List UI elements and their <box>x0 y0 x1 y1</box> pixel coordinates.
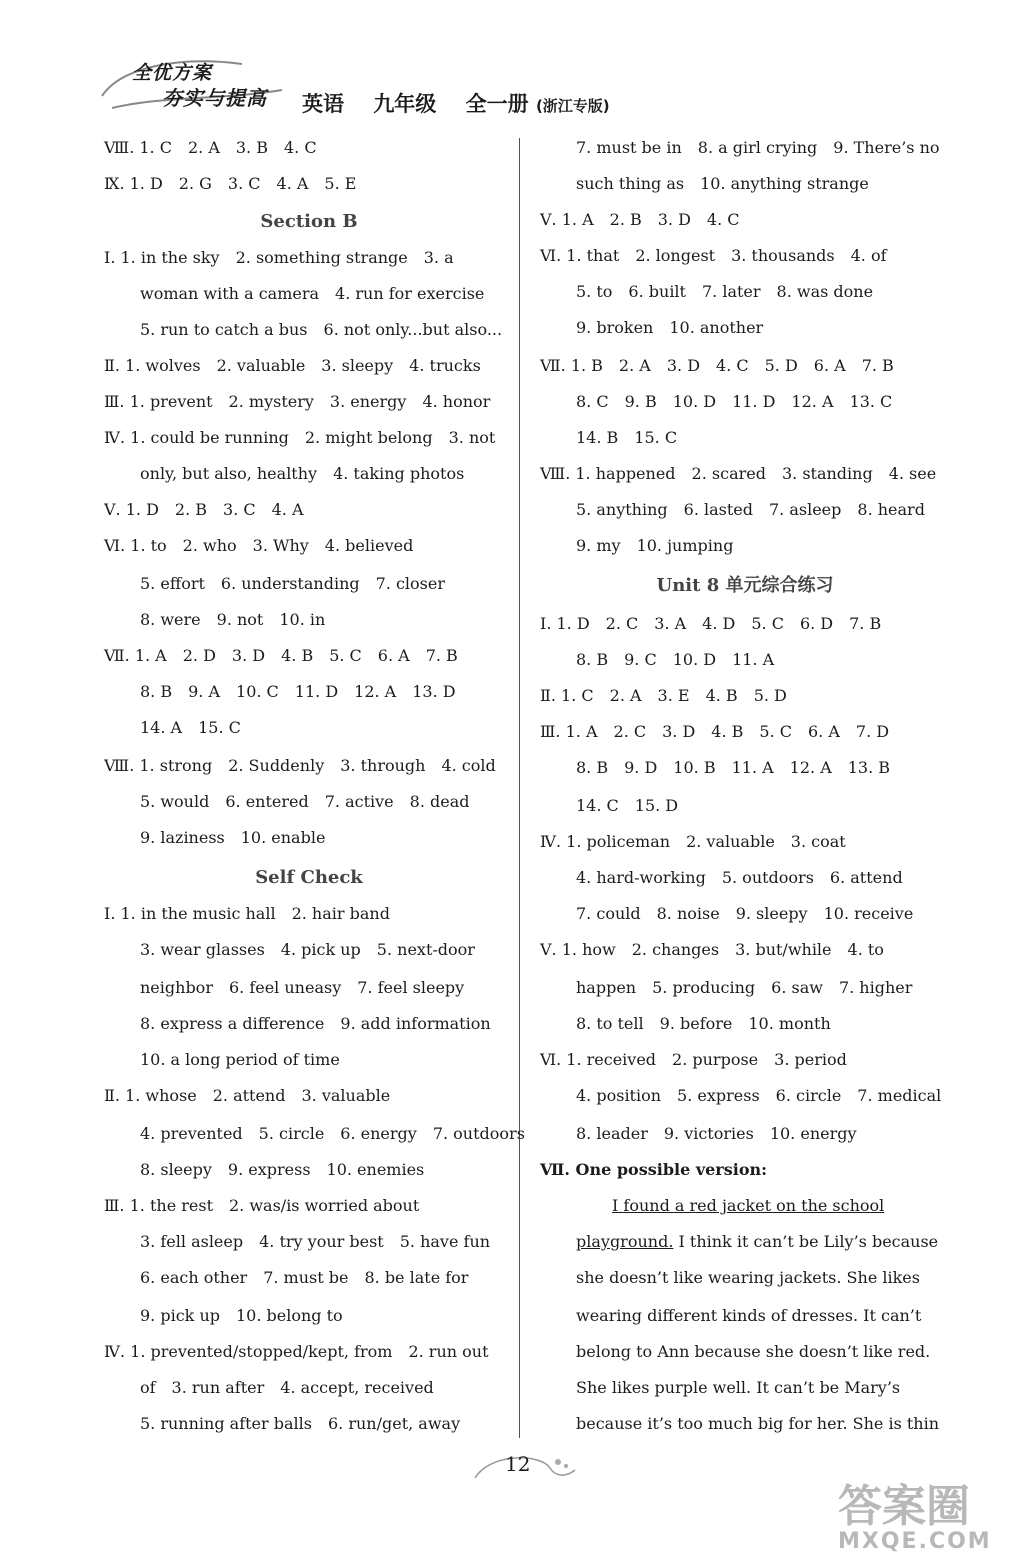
answer-line: 7. must be in 8. a girl crying 9. There’s no <box>576 138 940 157</box>
answer-line: Ⅶ. 1. A 2. D 3. D 4. B 5. C 6. A 7. B <box>104 646 458 665</box>
answer-line: 9. my 10. jumping <box>576 536 734 555</box>
answer-line: Ⅶ. One possible version: <box>540 1160 768 1179</box>
watermark <box>838 1481 992 1554</box>
column-divider <box>519 138 520 1438</box>
answer-line: 4. prevented 5. circle 6. energy 7. outdoors <box>140 1124 525 1143</box>
answer-line: Ⅷ. 1. C 2. A 3. B 4. C <box>104 138 317 157</box>
answer-line: 8. leader 9. victories 10. energy <box>576 1124 857 1143</box>
answer-line: 8. to tell 9. before 10. month <box>576 1014 831 1033</box>
answer-line: Ⅵ. 1. received 2. purpose 3. period <box>540 1050 847 1069</box>
answer-line: 9. broken 10. another <box>576 318 764 337</box>
section-heading: Self Check <box>255 867 363 888</box>
answer-line: only, but also, healthy 4. taking photos <box>140 464 465 483</box>
answer-line: Ⅳ. 1. policeman 2. valuable 3. coat <box>540 832 846 851</box>
answer-line: 5. to 6. built 7. later 8. was done <box>576 282 874 301</box>
watermark-logo: 答案圈 <box>838 1481 970 1532</box>
answer-line: Ⅴ. 1. A 2. B 3. D 4. C <box>540 210 740 229</box>
answer-line: belong to Ann because she doesn’t like red. <box>576 1342 931 1361</box>
answer-line: 9. laziness 10. enable <box>140 828 326 847</box>
answer-line: neighbor 6. feel uneasy 7. feel sleepy <box>140 978 465 997</box>
answer-line: 8. B 9. D 10. B 11. A 12. A 13. B <box>576 758 891 777</box>
answer-line: Ⅳ. 1. prevented/stopped/kept, from 2. run out <box>104 1342 489 1361</box>
answer-line: Ⅵ. 1. to 2. who 3. Why 4. believed <box>104 536 414 555</box>
answer-line: 8. B 9. A 10. C 11. D 12. A 13. D <box>140 682 456 701</box>
answer-line: woman with a camera 4. run for exercise <box>140 284 485 303</box>
answer-line: 8. were 9. not 10. in <box>140 610 326 629</box>
answer-line: Ⅷ. 1. happened 2. scared 3. standing 4. see <box>540 464 937 483</box>
page-number: 12 <box>505 1452 531 1476</box>
subject: 英语 <box>302 92 344 116</box>
answer-line: I found a red jacket on the school <box>612 1196 885 1215</box>
answer-line: 6. each other 7. must be 8. be late for <box>140 1268 469 1287</box>
answer-line: happen 5. producing 6. saw 7. higher <box>576 978 913 997</box>
answer-line: wearing different kinds of dresses. It can’t <box>576 1306 922 1325</box>
section-heading: Unit 8 单元综合练习 <box>656 575 834 596</box>
section-heading: Section B <box>260 211 358 232</box>
watermark-url: MXQE.COM <box>838 1529 992 1554</box>
answer-line: Ⅰ. 1. in the sky 2. something strange 3. a <box>104 248 454 267</box>
answer-line: 7. could 8. noise 9. sleepy 10. receive <box>576 904 914 923</box>
answer-line: Ⅲ. 1. A 2. C 3. D 4. B 5. C 6. A 7. D <box>540 722 890 741</box>
answer-line: 14. A 15. C <box>140 718 241 737</box>
answer-line: Ⅵ. 1. that 2. longest 3. thousands 4. of <box>540 246 887 265</box>
answer-line: 5. run to catch a bus 6. not only...but also... <box>140 320 503 339</box>
book-logo <box>92 56 287 114</box>
answer-line: 8. C 9. B 10. D 11. D 12. A 13. C <box>576 392 893 411</box>
volume: 全一册 <box>465 92 529 116</box>
answer-line: Ⅲ. 1. the rest 2. was/is worried about <box>104 1196 420 1215</box>
answer-line: 5. anything 6. lasted 7. asleep 8. heard <box>576 500 925 519</box>
answer-line: 4. position 5. express 6. circle 7. medical <box>576 1086 942 1105</box>
answer-line: 4. hard-working 5. outdoors 6. attend <box>576 868 903 887</box>
header-title <box>302 88 610 118</box>
answer-line: Ⅱ. 1. whose 2. attend 3. valuable <box>104 1086 391 1105</box>
answer-line: Ⅲ. 1. prevent 2. mystery 3. energy 4. honor <box>104 392 491 411</box>
grade: 九年级 <box>373 92 437 116</box>
answer-line: of 3. run after 4. accept, received <box>140 1378 434 1397</box>
answer-line: She likes purple well. It can’t be Mary’s <box>576 1378 901 1397</box>
logo-line1: 全优方案 <box>132 62 213 84</box>
answer-line: 3. wear glasses 4. pick up 5. next-door <box>140 940 475 959</box>
answer-line: Ⅴ. 1. how 2. changes 3. but/while 4. to <box>540 940 884 959</box>
edition: (浙江专版) <box>535 97 610 115</box>
answer-line: Ⅸ. 1. D 2. G 3. C 4. A 5. E <box>104 174 357 193</box>
answer-line: Ⅰ. 1. D 2. C 3. A 4. D 5. C 6. D 7. B <box>540 614 882 633</box>
answer-line: Ⅴ. 1. D 2. B 3. C 4. A <box>104 500 304 519</box>
answer-line: such thing as 10. anything strange <box>576 174 869 193</box>
answer-line: 9. pick up 10. belong to <box>140 1306 343 1325</box>
answer-line: Ⅳ. 1. could be running 2. might belong 3. not <box>104 428 496 447</box>
answer-line: Ⅱ. 1. C 2. A 3. E 4. B 5. D <box>540 686 787 705</box>
answer-line: 8. sleepy 9. express 10. enemies <box>140 1160 425 1179</box>
answer-line: 8. B 9. C 10. D 11. A <box>576 650 775 669</box>
answer-line: Ⅶ. 1. B 2. A 3. D 4. C 5. D 6. A 7. B <box>540 356 894 375</box>
answer-line: 3. fell asleep 4. try your best 5. have fun <box>140 1232 491 1251</box>
answer-line: playground. I think it can’t be Lily’s because <box>576 1232 939 1251</box>
answer-line: 14. B 15. C <box>576 428 678 447</box>
answer-line: 5. running after balls 6. run/get, away <box>140 1414 461 1433</box>
answer-line: 10. a long period of time <box>140 1050 340 1069</box>
answer-line: Ⅰ. 1. in the music hall 2. hair band <box>104 904 390 923</box>
answer-line: 5. effort 6. understanding 7. closer <box>140 574 446 593</box>
answer-line: Ⅷ. 1. strong 2. Suddenly 3. through 4. cold <box>104 756 496 775</box>
answer-line: 8. express a difference 9. add information <box>140 1014 491 1033</box>
answer-line: 5. would 6. entered 7. active 8. dead <box>140 792 470 811</box>
logo-line2: 夯实与提高 <box>162 86 267 110</box>
answer-line: Ⅱ. 1. wolves 2. valuable 3. sleepy 4. trucks <box>104 356 481 375</box>
answer-line: she doesn’t like wearing jackets. She likes <box>576 1268 920 1287</box>
answer-line: because it’s too much big for her. She is thin <box>576 1414 940 1433</box>
page-header <box>92 56 792 116</box>
answer-line: 14. C 15. D <box>576 796 679 815</box>
